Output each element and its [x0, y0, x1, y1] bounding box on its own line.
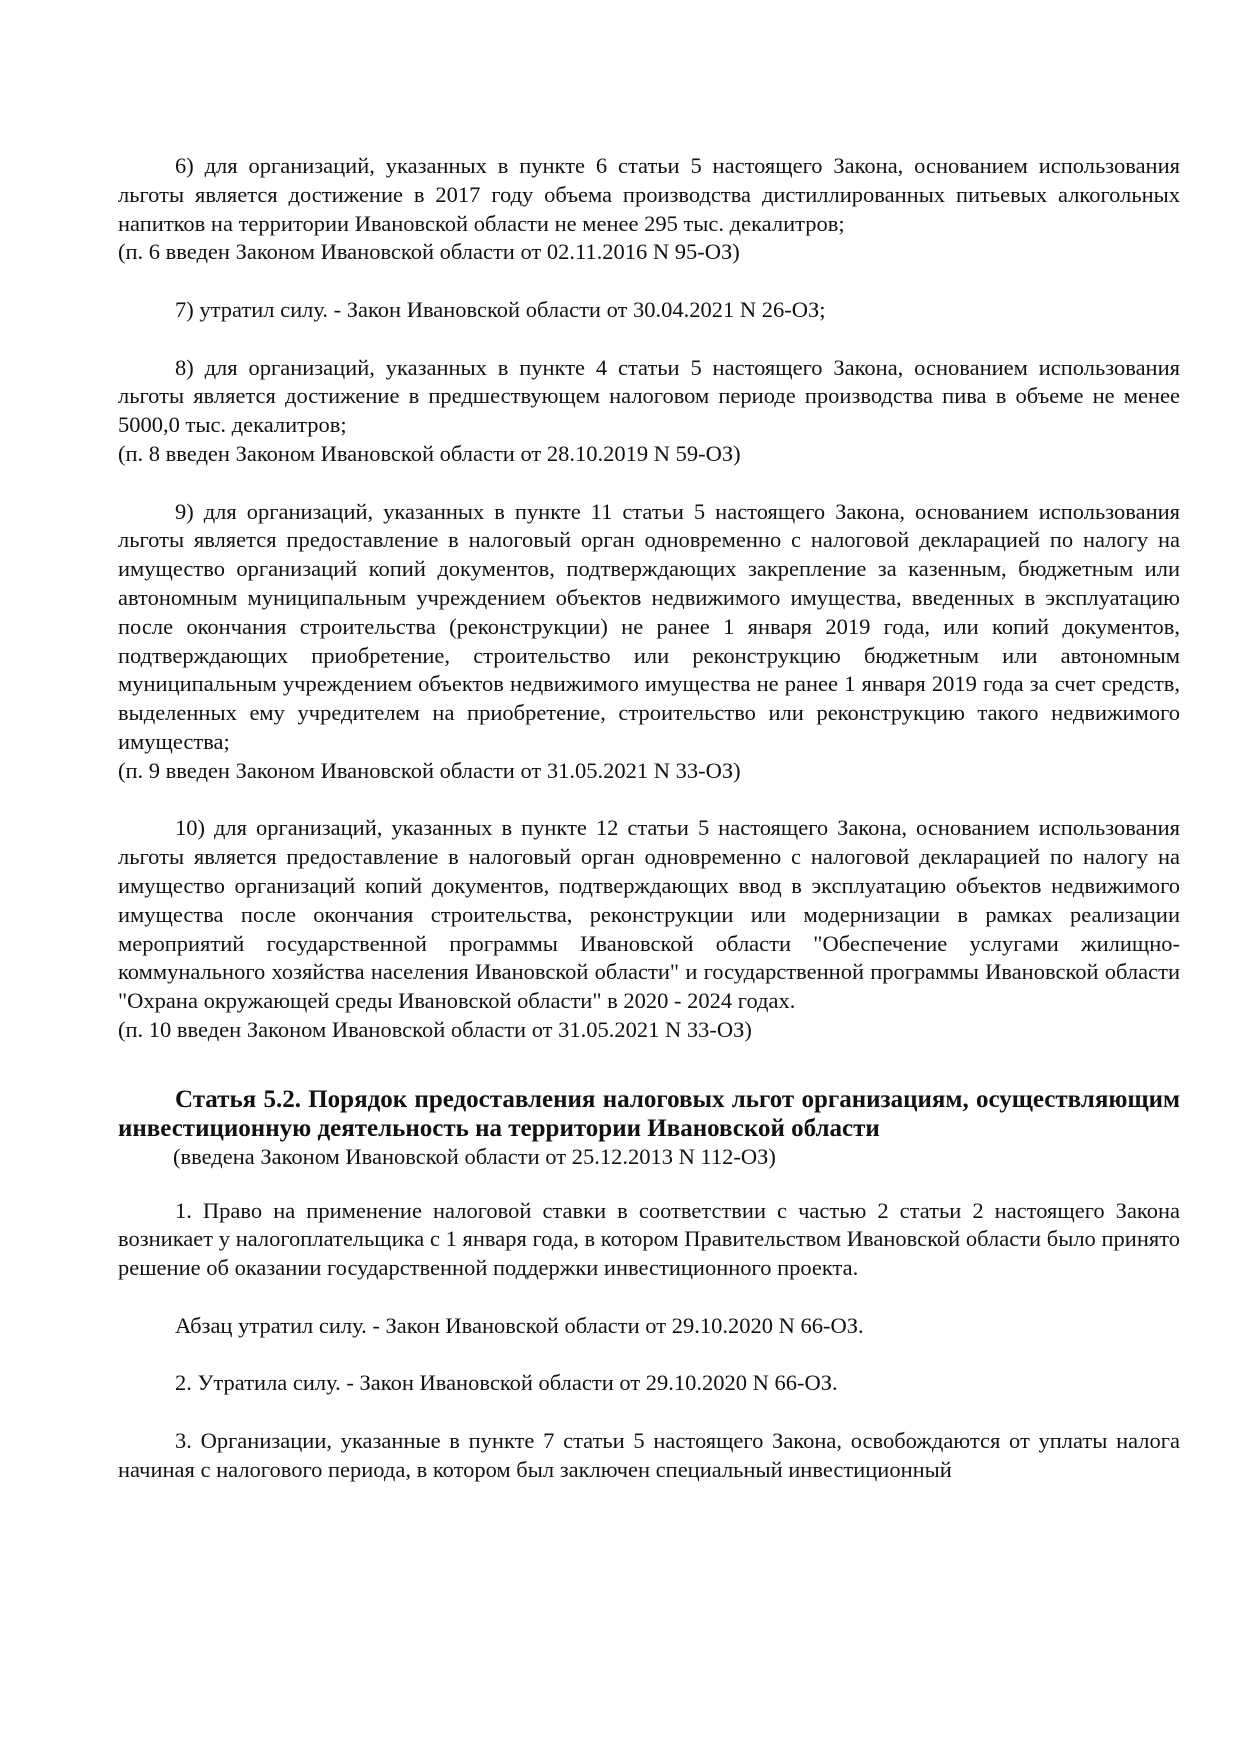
paragraph-point-2: 2. Утратила силу. - Закон Ивановской области от 29.10.2020 N 66-ОЗ.	[175, 1370, 838, 1396]
paragraph-item-9: 9) для организаций, указанных в пункте 11 статьи 5 настоящего Закона, основанием использования льготы является предоставление в налоговый орган одновременно с налоговой декларацией по налогу на имущество организаций копий документов, подтверждающих закрепление за казенным, бюджетным или автономным муниципальным учреждением объектов недвижимого имущества, введенных в эксплуатацию после окончания строительства (реконструкции) не ранее 1 января 2019 года, или копий документов, подтверждающих приобретение, строительство или реконструкцию бюджетным или автономным муниципальным учреждением объектов недвижимого имущества не ранее 1 января 2019 года за счет средств, выделенных ему учредителем на приобретение, строительство или реконструкцию такого недвижимого имущества;	[118, 498, 1180, 754]
paragraph-item-6: 6) для организаций, указанных в пункте 6 статьи 5 настоящего Закона, основанием использования льготы является достижение в 2017 году объема производства дистиллированных питьевых алкогольных напитков на территории Ивановской области не менее 295 тыс. декалитров;	[118, 153, 1180, 236]
document-page	[118, 152, 1180, 1484]
amendment-note: (п. 8 введен Законом Ивановской области от 28.10.2019 N 59-ОЗ)	[118, 440, 741, 466]
paragraph-item-8: 8) для организаций, указанных в пункте 4 статьи 5 настоящего Закона, основанием использования льготы является достижение в предшествующем налоговом периоде производства пива в объеме не менее 5000,0 тыс. декалитров;	[118, 354, 1180, 438]
paragraph-point-1: 1. Право на применение налоговой ставки в соответствии с частью 2 статьи 2 настоящего Закона возникает у налогоплательщика с 1 января года, в котором Правительством Ивановской области было принято решение об оказании государственной поддержки инвестиционного проекта.	[118, 1197, 1180, 1281]
paragraph-item-7: 7) утратил силу. - Закон Ивановской области от 30.04.2021 N 26-ОЗ;	[175, 296, 826, 322]
amendment-note: (п. 10 введен Законом Ивановской области от 31.05.2021 N 33-ОЗ)	[118, 1016, 752, 1042]
paragraph-item-10: 10) для организаций, указанных в пункте 12 статьи 5 настоящего Закона, основанием использования льготы является предоставление в налоговый орган одновременно с налоговой декларацией по налогу на имущество организаций копий документов, подтверждающих ввод в эксплуатацию объектов недвижимого имущества после окончания строительства, реконструкции или модернизации в рамках реализации мероприятий государственной программы Ивановской области "Обеспечение услугами жилищно-коммунального хозяйства населения Ивановской области" и государственной программы Ивановской области "Охрана окружающей среды Ивановской области" в 2020 - 2024 годах.	[118, 815, 1180, 1014]
paragraph-point-3: 3. Организации, указанные в пункте 7 статьи 5 настоящего Закона, освобождаются от уплаты налога начиная с налогового периода, в котором был заключен специальный инвестиционный	[118, 1427, 1180, 1482]
amendment-note: (п. 6 введен Законом Ивановской области от 02.11.2016 N 95-ОЗ)	[118, 239, 740, 265]
article-subtitle: (введена Законом Ивановской области от 25.12.2013 N 112-ОЗ)	[173, 1143, 776, 1169]
article-heading: Статья 5.2. Порядок предоставления налоговых льгот организациям, осуществляющим инвестиционную деятельность на территории Ивановской области	[118, 1085, 1180, 1142]
paragraph-abzac-repealed: Абзац утратил силу. - Закон Ивановской области от 29.10.2020 N 66-ОЗ.	[175, 1312, 864, 1338]
amendment-note: (п. 9 введен Законом Ивановской области от 31.05.2021 N 33-ОЗ)	[118, 757, 741, 783]
